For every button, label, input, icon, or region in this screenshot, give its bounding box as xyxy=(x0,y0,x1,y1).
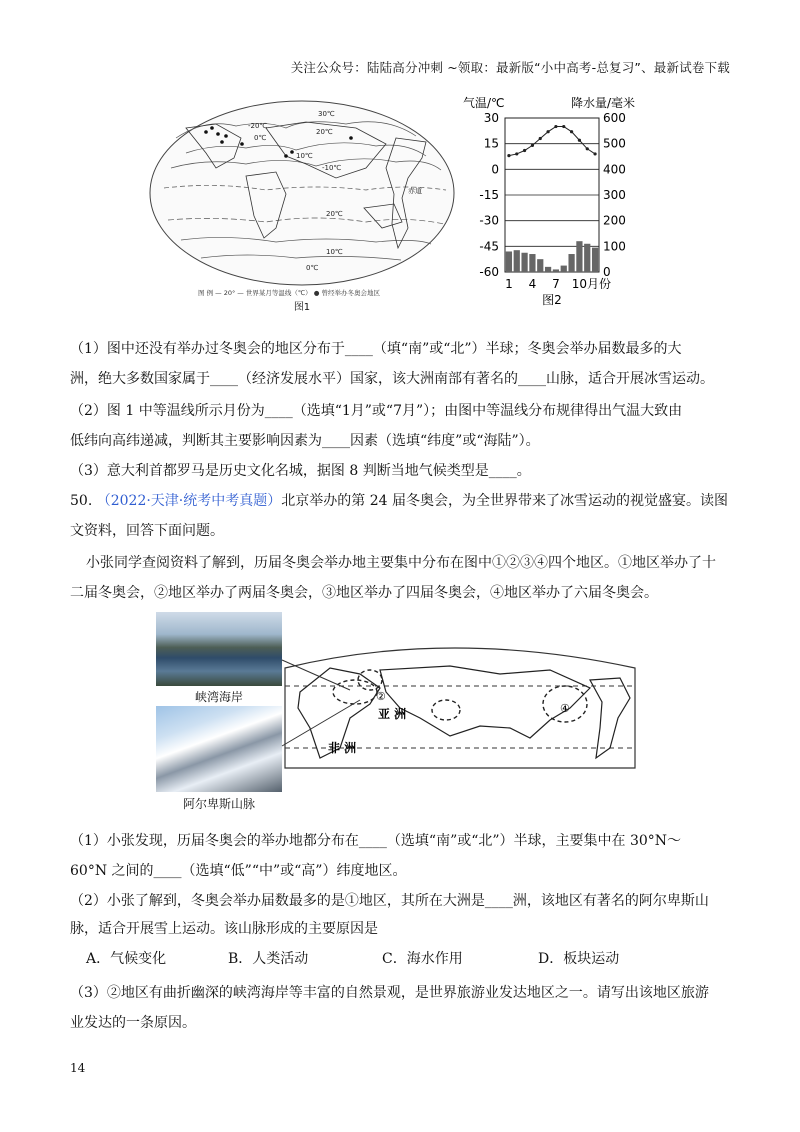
winter-olympics-map-svg xyxy=(150,608,640,813)
temperature-point xyxy=(586,147,589,150)
precipitation-bar xyxy=(521,253,527,272)
precipitation-bar xyxy=(537,259,543,272)
q50-intro-line2: 文资料，回答下面问题。 xyxy=(70,523,224,539)
climate-chart-svg xyxy=(455,92,655,312)
right-tick-label: 600 xyxy=(603,111,626,125)
precipitation-bar xyxy=(592,248,598,272)
winter-olympics-map xyxy=(150,608,640,813)
page-header: 关注公众号：陆陆高分冲刺 ~领取：最新版“小中高考-总复习”、最新试卷下载 xyxy=(290,60,730,75)
temperature-line xyxy=(509,127,595,156)
left-tick-label: -30 xyxy=(479,213,499,228)
right-tick-label: 200 xyxy=(603,213,626,228)
temperature-point xyxy=(531,144,534,147)
isotherm-label: 10℃ xyxy=(326,248,343,256)
isotherm-label: 0℃ xyxy=(306,264,319,272)
q49-part1-line2: 洲，绝大多数国家属于____（经济发展水平）国家，该大洲南部有著名的____山脉，适合开展冰雪运动。 xyxy=(70,371,714,387)
alps-photo-label: 阿尔卑斯山脉 xyxy=(182,797,255,811)
option-b: B．人类活动 xyxy=(228,951,309,967)
q50-intro-line1 xyxy=(70,486,735,516)
temperature-point xyxy=(570,130,573,133)
q50-part3-line1: （3）②地区有曲折幽深的峡湾海岸等丰富的自然景观，是世界旅游业发达地区之一。请写出该地区旅游 xyxy=(70,985,709,1001)
q50-part1-line1: （1）小张发现，历届冬奥会的举办地都分布在____（选填“南”或“北”）半球，主要集中在 30°N～ xyxy=(70,833,682,849)
q49-part1-line1: （1）图中还没有举办过冬奥会的地区分布于____（填“南”或“北”）半球；冬奥会举办届数最多的大 xyxy=(70,341,682,357)
region-4-label: ④ xyxy=(560,702,570,715)
isotherm-label: 30℃ xyxy=(318,110,335,118)
q50-part3-line2: 业发达的一条原因。 xyxy=(70,1015,196,1031)
left-tick-label: -60 xyxy=(479,265,499,279)
page-number: 14 xyxy=(70,1061,86,1075)
left-axis-title: 气温/℃ xyxy=(463,96,505,110)
option-c: C．海水作用 xyxy=(382,951,463,967)
question-source: （2022·天津·统考中考真题） xyxy=(96,493,282,509)
temperature-point xyxy=(593,152,596,155)
precipitation-bar xyxy=(561,266,567,272)
temperature-point xyxy=(507,154,510,157)
precipitation-bar xyxy=(514,250,520,272)
right-tick-label: 100 xyxy=(603,239,626,254)
q50-info-line2: 二届冬奥会，②地区举办了两届冬奥会，③地区举办了四届冬奥会，④地区举办了六届冬奥会。 xyxy=(70,585,658,601)
precipitation-bar xyxy=(545,267,551,272)
left-tick-label: 15 xyxy=(483,136,499,151)
q49-part2-line1: （2）图 1 中等温线所示月份为____（选填“1月”或“7月”）；由图中等温线分布规律得出气温大致由 xyxy=(70,403,683,419)
q50-info-line1: 小张同学查阅资料了解到，历届冬奥会举办地主要集中分布在图中①②③④四个地区。①地区举办了十 xyxy=(86,555,716,571)
right-tick-label: 300 xyxy=(603,188,626,202)
q49-part3: （3）意大利首都罗马是历史文化名城，据图 8 判断当地气候类型是____。 xyxy=(70,463,531,479)
left-tick-label: -15 xyxy=(479,188,499,202)
temperature-point xyxy=(562,125,565,128)
asia-label: 亚 洲 xyxy=(378,707,407,721)
fjord-photo-label: 峡湾海岸 xyxy=(194,690,243,704)
right-tick-label: 400 xyxy=(603,162,626,177)
region-2-label: ② xyxy=(376,690,386,703)
isotherm-label: 20℃ xyxy=(326,210,343,218)
isotherm-label: 20℃ xyxy=(316,128,333,136)
precipitation-bar xyxy=(529,254,535,272)
left-tick-label: 0 xyxy=(491,162,499,177)
africa-label: 非 洲 xyxy=(328,741,357,755)
temperature-point xyxy=(578,139,581,142)
left-tick-label: -45 xyxy=(479,239,499,254)
isotherm-label: -10℃ xyxy=(322,164,342,172)
precipitation-bar xyxy=(568,254,574,272)
precipitation-bar xyxy=(576,241,582,272)
temperature-point xyxy=(515,152,518,155)
figure1-isotherm-map xyxy=(146,98,458,313)
right-tick-label: 500 xyxy=(603,136,626,151)
figure2-climate-chart xyxy=(455,92,655,312)
q50-part2-line2: 脉，适合开展雪上运动。该山脉形成的主要原因是 xyxy=(70,921,378,937)
isotherm-label: 0℃ xyxy=(254,134,267,142)
figure1-caption: 图1 xyxy=(293,302,311,313)
temperature-point xyxy=(523,149,526,152)
x-tick-label: 10月份 xyxy=(571,277,612,291)
temperature-point xyxy=(539,137,542,140)
option-a: A．气候变化 xyxy=(86,951,167,967)
precipitation-bar xyxy=(553,269,559,272)
temperature-point xyxy=(554,125,557,128)
right-tick-label: 0 xyxy=(603,265,611,279)
temperature-point xyxy=(546,130,549,133)
isotherm-label: -20℃ xyxy=(248,122,268,130)
question-intro: 北京举办的第 24 届冬奥会，为全世界带来了冰雪运动的视觉盛宴。读图 xyxy=(281,493,728,509)
right-axis-title: 降水量/毫米 xyxy=(571,96,636,110)
x-tick-label: 7 xyxy=(552,277,560,291)
figure1-legend: 图 例 — 20° — 世界某月等温线（℃） ● 曾经举办冬奥会地区 xyxy=(198,289,380,297)
left-tick-label: 30 xyxy=(483,111,499,125)
q50-part2-line1: （2）小张了解到，冬奥会举办届数最多的是①地区，其所在大洲是____洲，该地区有著名的阿尔卑斯山 xyxy=(70,893,709,909)
x-tick-label: 4 xyxy=(528,277,537,291)
precipitation-bar xyxy=(506,251,512,272)
precipitation-bar xyxy=(584,244,590,272)
equator-label: 赤道 xyxy=(408,187,422,195)
isotherm-label: 10℃ xyxy=(296,152,313,160)
figure2-caption: 图2 xyxy=(542,293,562,307)
isotherm-map-svg xyxy=(146,98,458,288)
q50-part1-line2: 60°N 之间的____（选填“低”“中”或“高”）纬度地区。 xyxy=(70,863,407,879)
q49-part2-line2: 低纬向高纬递减，判断其主要影响因素为____因素（选填“纬度”或“海陆”）。 xyxy=(70,433,540,449)
option-d: D．板块运动 xyxy=(538,951,620,967)
question-number: 50. xyxy=(70,493,93,509)
x-tick-label: 1 xyxy=(505,277,513,291)
